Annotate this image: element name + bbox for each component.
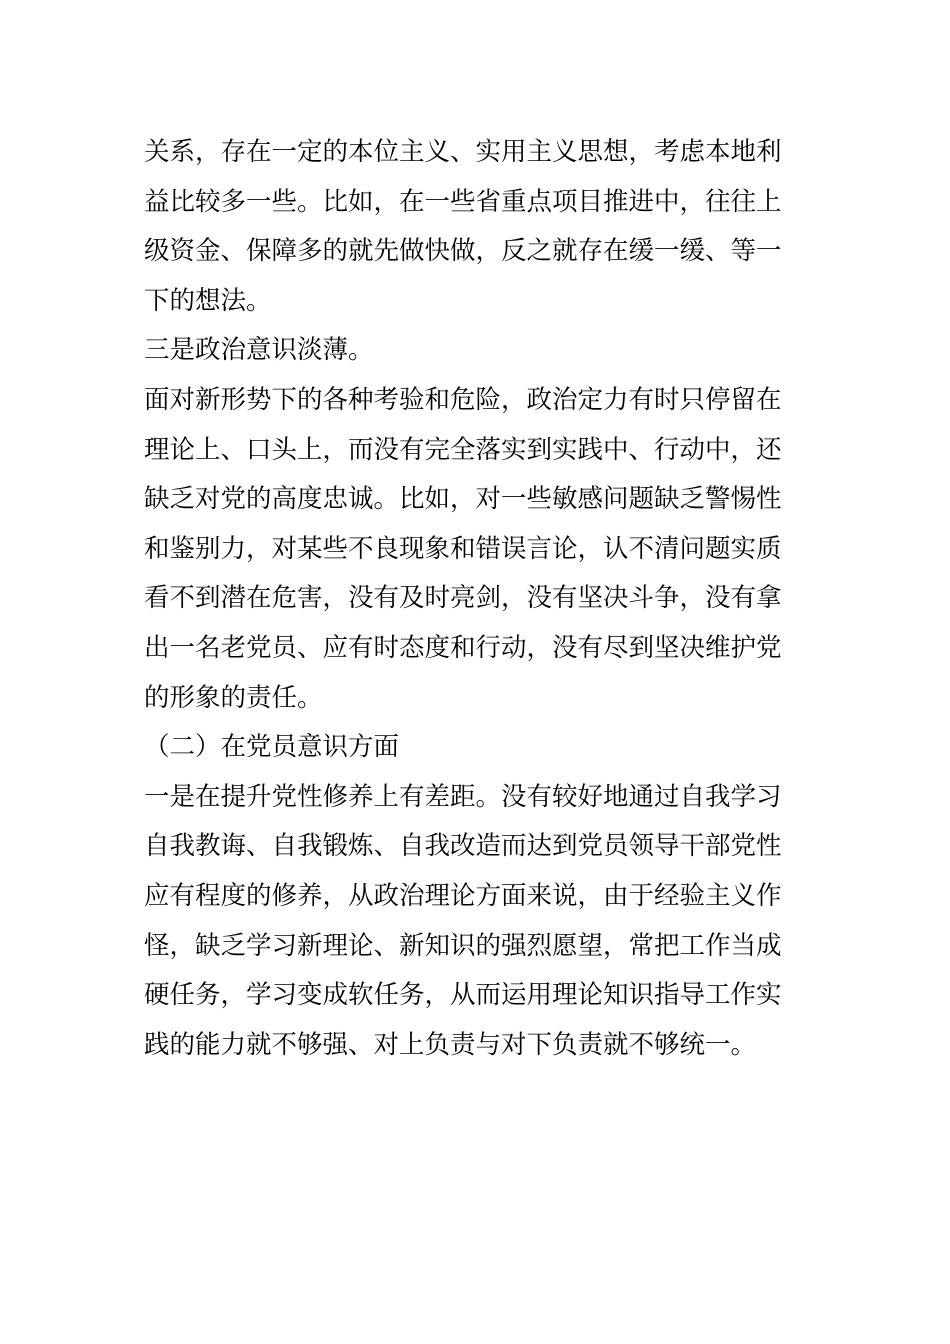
text-line: 怪，缺乏学习新理论、新知识的强烈愿望，常把工作当成 [144, 930, 782, 961]
document-body [144, 128, 814, 1070]
text-line: 益比较多一些。比如，在一些省重点项目推进中，往往上 [144, 186, 782, 217]
text-line: 践的能力就不够强、对上负责与对下负责就不够统一。 [144, 1029, 757, 1060]
text-line: 和鉴别力，对某些不良现象和错误言论，认不清问题实质 [144, 533, 782, 564]
text-line: 硬任务，学习变成软任务，从而运用理论知识指导工作实 [144, 980, 782, 1011]
text-line: 下的想法。 [144, 285, 272, 316]
text-line: 一是在提升党性修养上有差距。没有较好地通过自我学习 [144, 781, 782, 812]
text-line: 缺乏对党的高度忠诚。比如，对一些敏感问题缺乏警惕性 [144, 484, 782, 515]
text-line: 理论上、口头上，而没有完全落实到实践中、行动中，还 [144, 434, 782, 465]
text-line: 关系，存在一定的本位主义、实用主义思想，考虑本地利 [144, 137, 782, 167]
text-line: 自我教诲、自我锻炼、自我改造而达到党员领导干部党性 [144, 831, 782, 862]
section-heading: （二）在党员意识方面 [144, 732, 400, 763]
text-line: 看不到潜在危害，没有及时亮剑，没有坚决斗争，没有拿 [144, 583, 782, 614]
text-line: 应有程度的修养，从政治理论方面来说，由于经验主义作 [144, 880, 782, 911]
text-line: 出一名老党员、应有时态度和行动，没有尽到坚决维护党 [144, 632, 782, 663]
section-heading: 三是政治意识淡薄。 [144, 335, 374, 366]
text-line: 面对新形势下的各种考验和危险，政治定力有时只停留在 [144, 384, 782, 415]
text-line: 级资金、保障多的就先做快做，反之就存在缓一缓、等一 [144, 236, 782, 267]
text-line: 的形象的责任。 [144, 682, 323, 713]
